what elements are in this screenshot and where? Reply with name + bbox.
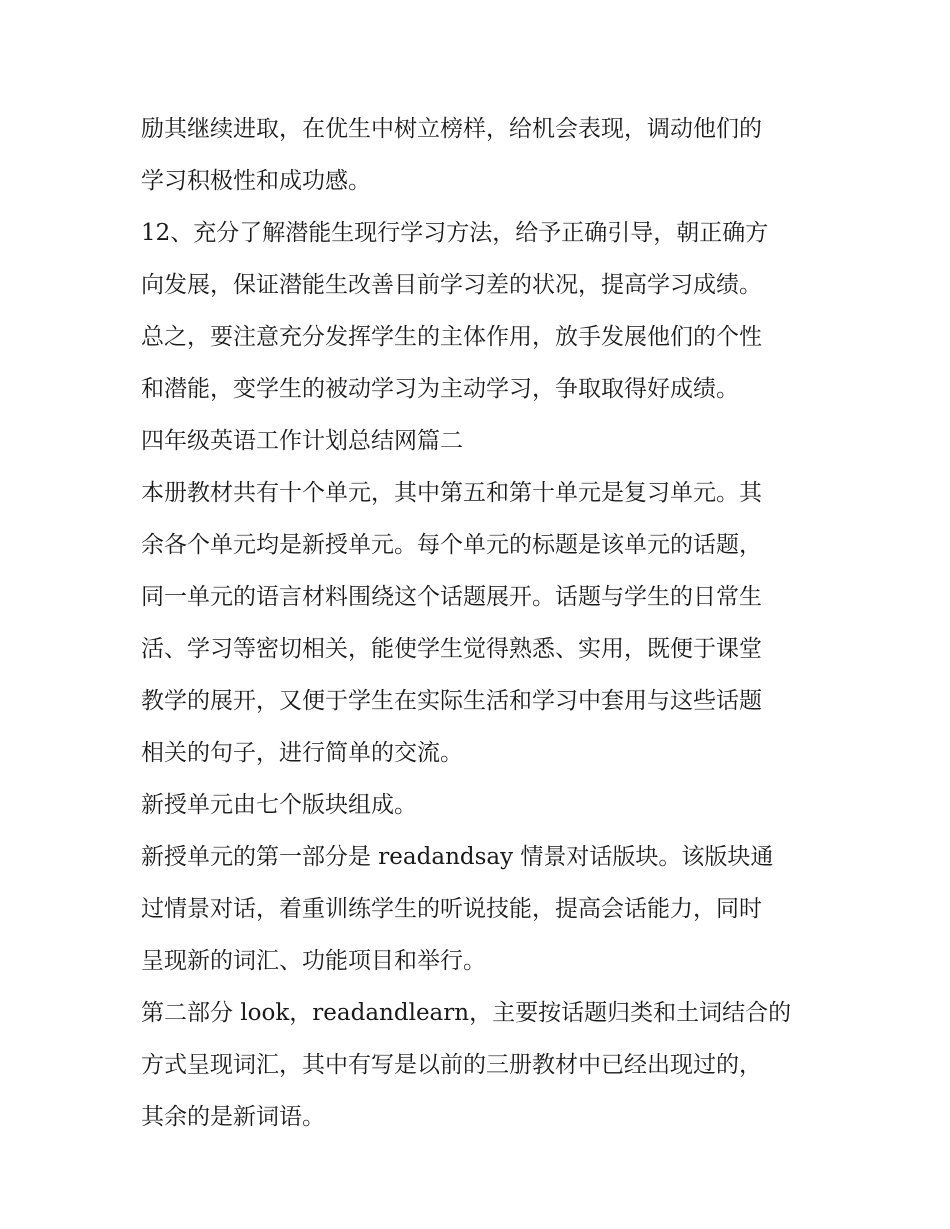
text-line: 和潜能，变学生的被动学习为主动学习，争取取得好成绩。	[141, 376, 739, 402]
text-line: 活、学习等密切相关，能使学生觉得熟悉、实用，既便于课堂	[141, 636, 762, 662]
text-line: 同一单元的语言材料围绕这个话题展开。话题与学生的日常生	[141, 584, 762, 610]
text-line: 余各个单元均是新授单元。每个单元的标题是该单元的话题，	[141, 532, 762, 558]
text-line: 呈现新的词汇、功能项目和举行。	[141, 948, 486, 974]
text-line: 第二部分 look，readandlearn，主要按话题归类和土词结合的	[141, 1000, 792, 1026]
text-line: 学习积极性和成功感。	[141, 168, 371, 194]
section-heading: 四年级英语工作计划总结网篇二	[141, 428, 463, 454]
text-line: 总之，要注意充分发挥学生的主体作用，放手发展他们的个性	[141, 324, 762, 350]
text-line: 励其继续进取，在优生中树立榜样，给机会表现，调动他们的	[141, 116, 762, 142]
text-line: 其余的是新词语。	[141, 1104, 325, 1130]
document-body	[141, 107, 821, 1147]
text-line: 12、充分了解潜能生现行学习方法，给予正确引导，朝正确方	[141, 220, 769, 246]
text-line: 方式呈现词汇，其中有写是以前的三册教材中已经出现过的，	[141, 1052, 762, 1078]
text-line: 新授单元由七个版块组成。	[141, 792, 417, 818]
text-line: 向发展，保证潜能生改善目前学习差的状况，提高学习成绩。	[141, 272, 762, 298]
text-line: 相关的句子，进行简单的交流。	[141, 740, 463, 766]
text-line: 过情景对话，着重训练学生的听说技能，提高会话能力，同时	[141, 896, 762, 922]
text-line: 新授单元的第一部分是 readandsay 情景对话版块。该版块通	[141, 844, 774, 870]
text-line: 教学的展开，又便于学生在实际生活和学习中套用与这些话题	[141, 688, 762, 714]
text-line: 本册教材共有十个单元，其中第五和第十单元是复习单元。其	[141, 480, 762, 506]
